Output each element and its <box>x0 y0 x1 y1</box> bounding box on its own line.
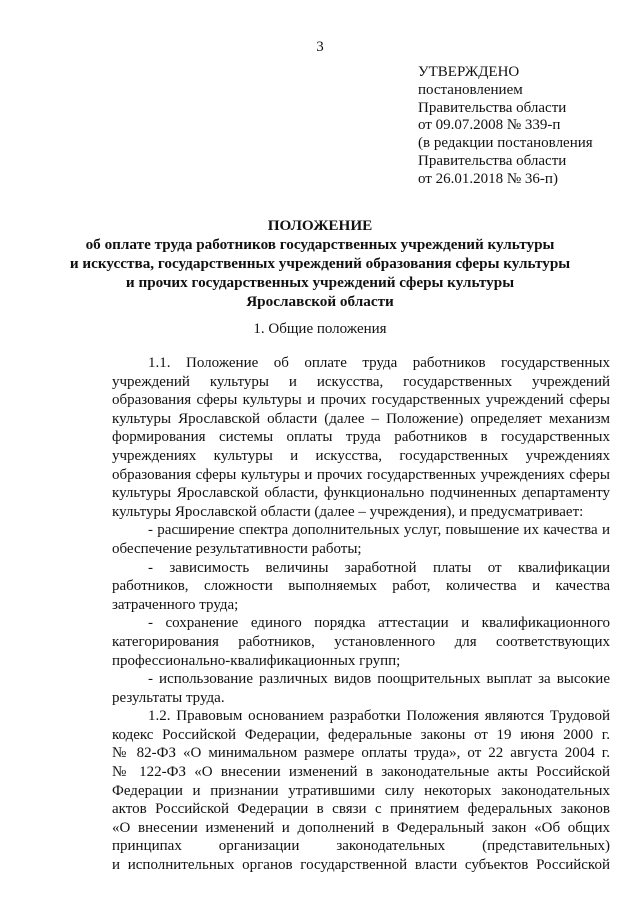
text-line: культуры Ярославской области (далее – учреждения), и предусматривает: <box>112 503 584 520</box>
approval-line: от 26.01.2018 № 36-п) <box>418 170 558 187</box>
text-line: профессионально-квалификационных групп; <box>112 652 401 669</box>
text-line: - зависимость величины заработной платы от квалификации <box>148 559 610 576</box>
list-item <box>112 614 610 670</box>
approval-line: УТВЕРЖДЕНО <box>418 64 520 80</box>
approval-line: (в редакции постановления <box>418 135 593 152</box>
text-line: принципах организации законодательных (представительных) <box>112 838 610 855</box>
text-line: и исполнительных органов государственной власти субъектов Российской <box>112 857 610 874</box>
text-line: культуры Ярославской области (далее – Положение) определяет механизм <box>112 410 610 427</box>
list-item <box>112 521 610 558</box>
text-line: образования сферы культуры и прочих государственных учреждениях сферы <box>112 466 610 483</box>
text-line: формирования системы оплаты труда работников в государственных <box>112 429 610 446</box>
text-line: учреждениях культуры и искусства, государственных учреждениях <box>112 447 610 464</box>
text-line: кодекс Российской Федерации, федеральные законы от 19 июня 2000 г. <box>112 726 610 743</box>
text-line: учреждений культуры и искусства, государственных учреждений <box>112 373 610 390</box>
text-line: - сохранение единого порядка аттестации и квалификационного <box>148 615 610 632</box>
paragraph-1-2 <box>112 707 610 874</box>
text-line: «О внесении изменений и дополнений в Федеральный закон «Об общих <box>112 819 610 836</box>
text-line: образования сферы культуры и прочих государственных учреждений сферы <box>112 392 610 409</box>
text-line: результаты труда. <box>112 689 225 706</box>
text-line: обеспечение результативности работы; <box>112 540 362 557</box>
text-line: культуры Ярославской области, функционально подчиненных департаменту <box>112 485 610 502</box>
title-line: и прочих государственных учреждений сферы культуры <box>125 274 515 291</box>
approval-line: Правительства области <box>418 99 567 116</box>
text-line: затраченного труда; <box>112 596 239 613</box>
page-number: 3 <box>316 39 324 55</box>
body-text <box>112 354 610 875</box>
document-title <box>0 216 640 311</box>
title-heading: ПОЛОЖЕНИЕ <box>267 217 373 234</box>
approval-line: Правительства области <box>418 152 567 169</box>
paragraph-1-1 <box>112 354 610 521</box>
section-heading: 1. Общие положения <box>253 321 387 337</box>
text-line: 1.2. Правовым основанием разработки Положения являются Трудовой <box>148 708 610 725</box>
text-line: - использование различных видов поощрительных выплат за высокие <box>148 671 610 688</box>
approval-stamp <box>418 64 628 189</box>
title-line: и искусства, государственных учреждений образования сферы культуры <box>69 255 571 272</box>
text-line: - расширение спектра дополнительных услуг, повышение их качества и <box>148 522 610 539</box>
approval-line: от 09.07.2008 № 339-п <box>418 117 561 134</box>
text-line: № 122-ФЗ «О внесении изменений в законодательные акты Российской <box>112 764 610 781</box>
text-line: 1.1. Положение об оплате труда работников государственных <box>148 355 610 371</box>
text-line: Федерации и признании утратившими силу некоторых законодательных <box>112 782 610 799</box>
text-line: актов Российской Федерации в связи с принятием федеральных законов <box>112 801 610 818</box>
text-line: категорирования работников, установленного для соответствующих <box>112 633 610 650</box>
title-line: Ярославской области <box>246 293 394 310</box>
title-line: об оплате труда работников государственных учреждений культуры <box>85 236 555 253</box>
text-line: № 82-ФЗ «О минимальном размере оплаты труда», от 22 августа 2004 г. <box>112 745 610 762</box>
approval-line: постановлением <box>418 81 523 98</box>
list-item <box>112 559 610 615</box>
list-item <box>112 670 610 707</box>
text-line: работников, сложности выполняемых работ, количества и качества <box>112 578 610 595</box>
